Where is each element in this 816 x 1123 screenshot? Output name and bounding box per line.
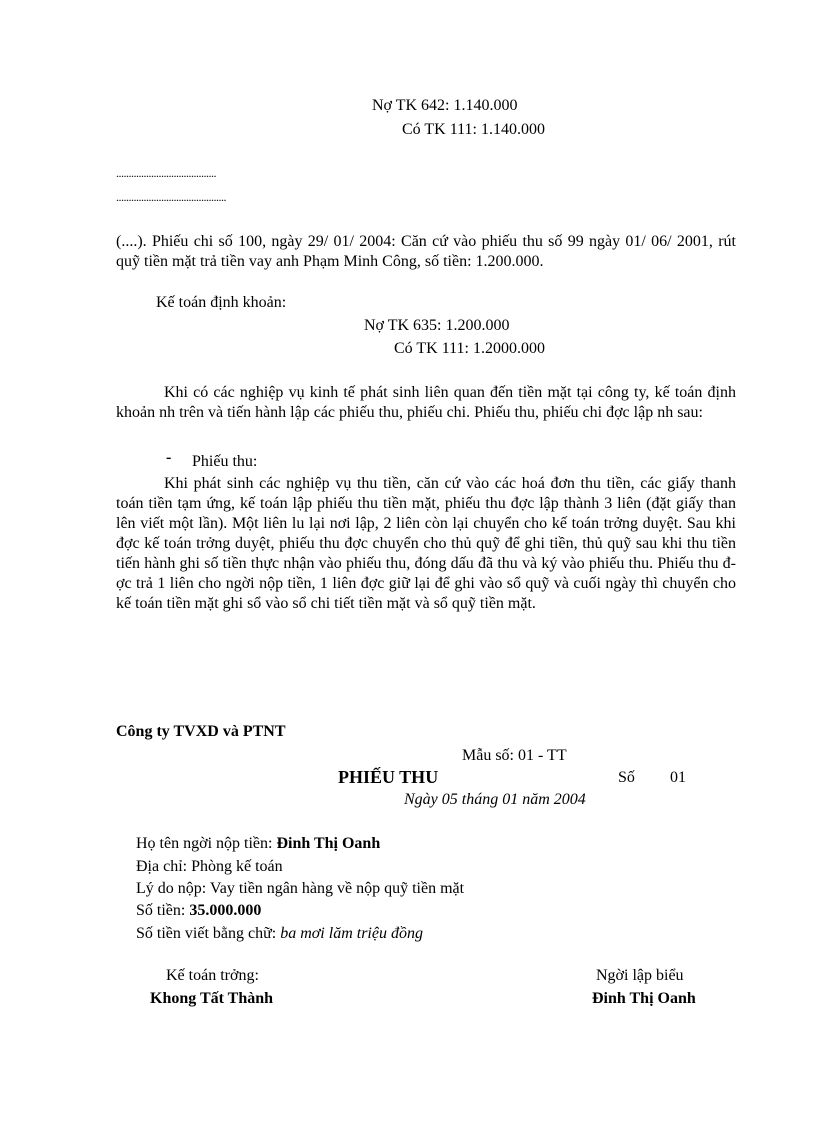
bullet-label: Phiếu thu: <box>192 453 258 470</box>
company-name: Công ty TVXD và PTNT <box>116 723 286 740</box>
payer-line <box>136 834 380 854</box>
payer-label: Họ tên ngời nộp tiền: <box>136 835 277 852</box>
entry-label: Kế toán định khoản: <box>156 294 287 311</box>
body-paragraph-1 <box>116 383 736 423</box>
amount-line <box>136 901 261 921</box>
dotted-line-2: ............................................ <box>116 190 226 204</box>
amount-words-value: ba mơi lăm triệu đồng <box>280 925 423 942</box>
address-line: Địa chỉ: Phòng kế toán <box>136 858 283 875</box>
entry-mid-debit: Nợ TK 635: 1.200.000 <box>364 317 510 334</box>
signer-left-name: Khong Tất Thành <box>150 990 274 1007</box>
signer-right-name: Đinh Thị Oanh <box>592 990 696 1007</box>
body-text-2: Khi phát sinh các nghiệp vụ thu tiền, căn cứ vào các hoá đơn thu tiền, các giấy thanh toán tiền tạm ứng, kế toán lập phiếu thu tiền mặt, phiếu thu đợc lập thành 3 liên (đặt giấy than lên viết một lần). Một liên lu lại nơi lập, 2 liên còn lại chuyển cho kế toán trởng duyệt. Sau khi đợc kế toán trởng duyệt, phiếu thu đợc chuyển cho thủ quỹ để ghi tiền, thủ quỹ sau khi thu tiền tiến hành ghi số tiền thực nhận vào phiếu thu, đóng dấu đã thu và ký vào phiếu thu. Phiếu thu đợc trả 1 liên cho ngời nộp tiền, 1 liên đợc giữ lại để ghi vào sổ quỹ và cuối ngày thì chuyển cho kế toán tiền mặt ghi sổ vào sổ chi tiết tiền mặt và sổ quỹ tiền mặt. <box>116 475 736 612</box>
reason-line: Lý do nộp: Vay tiền ngân hàng về nộp quỹ tiền mặt <box>136 880 465 897</box>
receipt-number-label: Số <box>618 769 635 786</box>
amount-words-line <box>136 924 423 944</box>
signer-right-title: Ngời lập biểu <box>596 967 684 984</box>
dotted-line-1: ........................................ <box>116 166 216 180</box>
bullet-mark: - <box>166 449 172 466</box>
entry-top-credit: Có TK 111: 1.140.000 <box>402 121 545 138</box>
receipt-number-value: 01 <box>670 769 686 786</box>
amount-label: Số tiền: <box>136 902 190 919</box>
signer-left-title: Kế toán trởng: <box>166 967 259 984</box>
payment-text: (....). Phiếu chi số 100, ngày 29/ 01/ 2004: Căn cứ vào phiếu thu số 99 ngày 01/ 06/ 2001, rút quỹ tiền mặt trả tiền vay anh Phạm Minh Công, số tiền: 1.200.000. <box>116 233 736 270</box>
amount-value: 35.000.000 <box>189 902 262 919</box>
receipt-date: Ngày 05 tháng 01 năm 2004 <box>404 791 586 808</box>
body-paragraph-2 <box>116 474 736 614</box>
entry-top-debit: Nợ TK 642: 1.140.000 <box>372 97 518 114</box>
amount-words-label: Số tiền viết bằng chữ: <box>136 925 281 942</box>
form-number: Mẫu số: 01 - TT <box>462 747 567 764</box>
body-text-1: Khi có các nghiệp vụ kinh tế phát sinh liên quan đến tiền mặt tại công ty, kế toán định khoản nh trên và tiến hành lập các phiếu thu, phiếu chi. Phiếu thu, phiếu chi đợc lập nh sau: <box>116 384 736 421</box>
entry-mid-credit: Có TK 111: 1.2000.000 <box>394 340 545 357</box>
receipt-title: PHIẾU THU <box>338 767 439 787</box>
payment-paragraph <box>116 232 736 272</box>
payer-name: Đinh Thị Oanh <box>276 835 381 852</box>
